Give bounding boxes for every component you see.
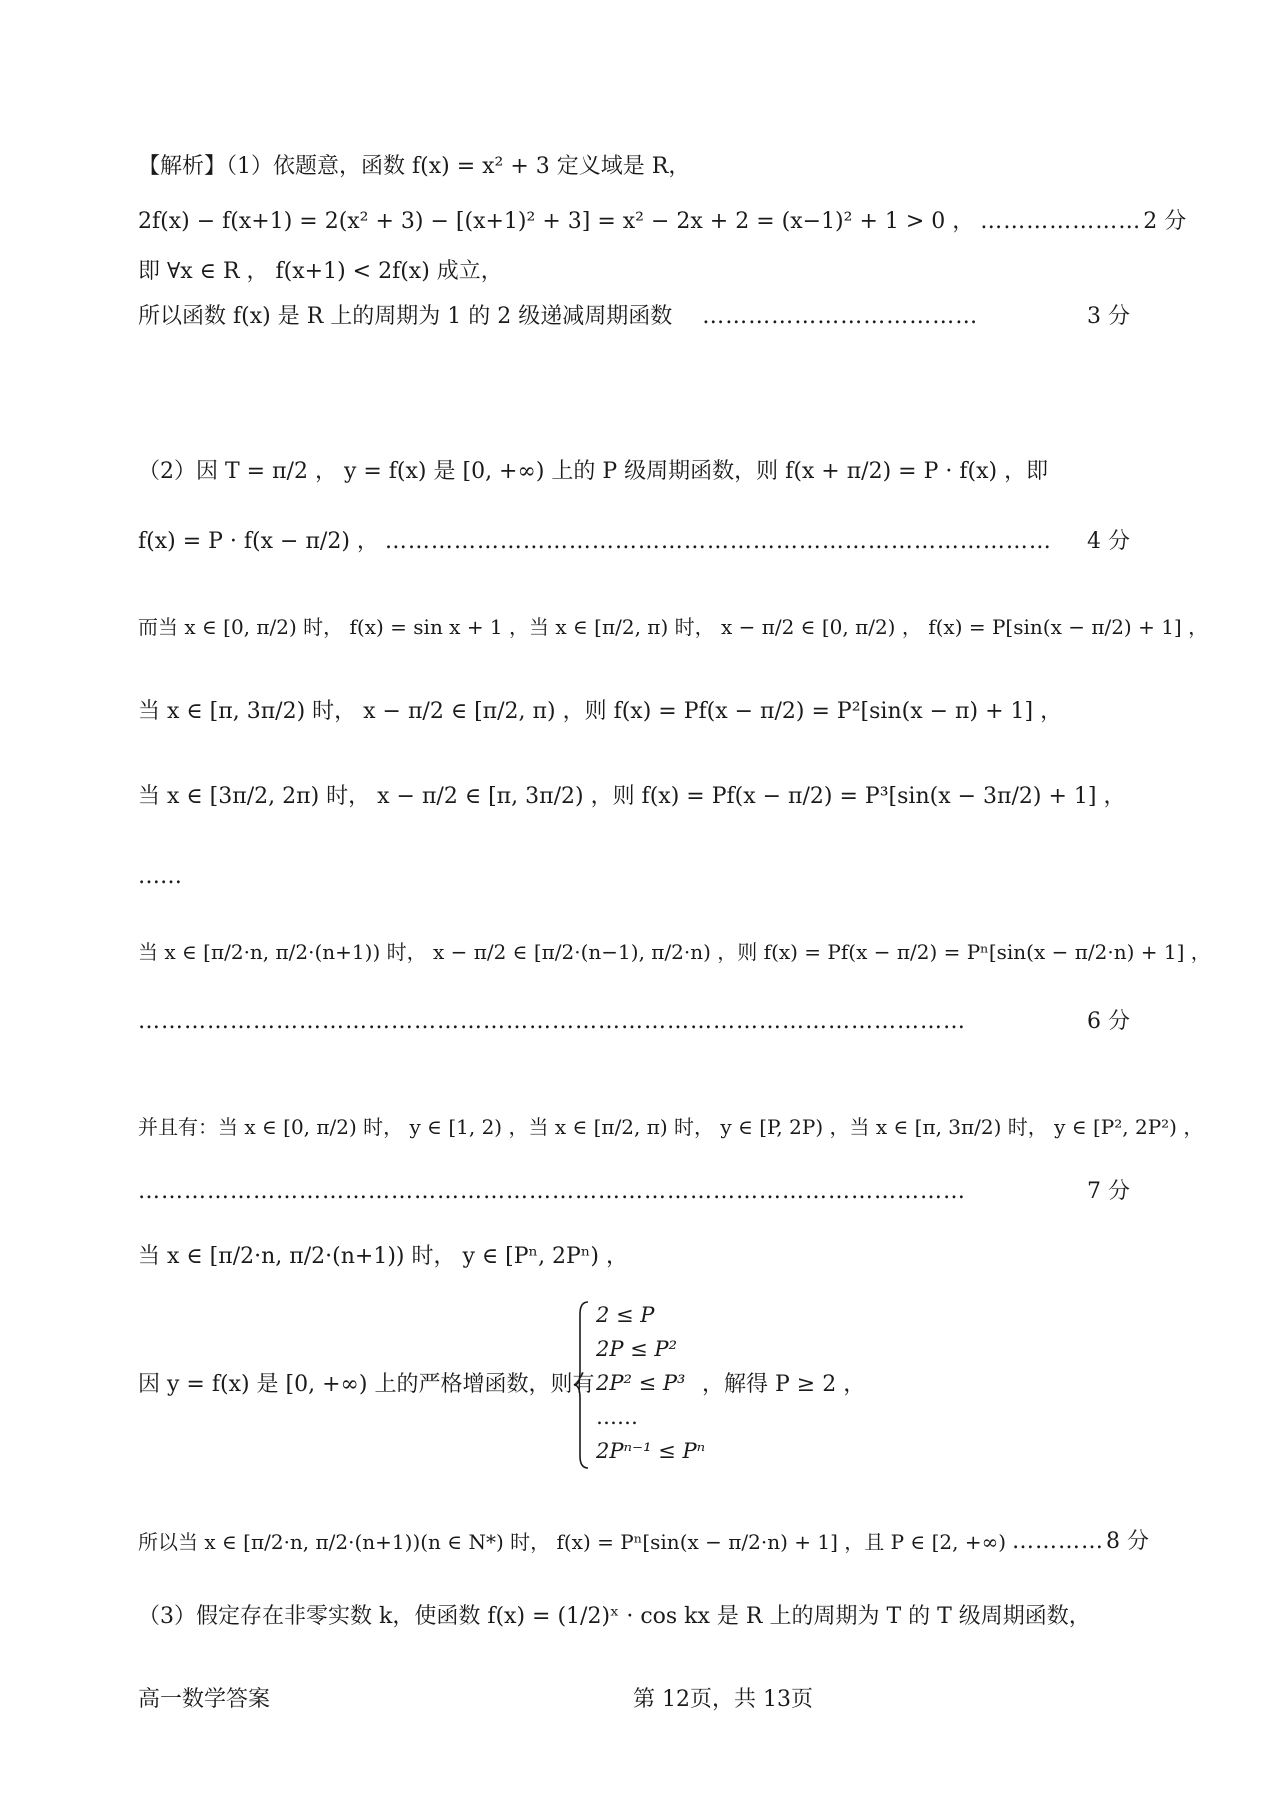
system-row-5: 2Pⁿ⁻¹ ≤ Pⁿ [596, 1439, 706, 1463]
leader-dots: ………… [1012, 1529, 1105, 1554]
line-text: 并且有：当 x ∈ [0, π/2) 时， y ∈ [1, 2) ，当 x ∈ [π/2, π) 时， y ∈ [P, 2P) ，当 x ∈ [π, 3π/2) 时， y ∈ [P², 2P²) ， [138, 1115, 1204, 1139]
leader-dots: ………………… [980, 209, 1142, 234]
line-text: 【解析】（1）依题意，函数 f(x) = x² + 3 定义域是 R， [138, 154, 691, 179]
left-brace-icon [572, 1300, 590, 1470]
line-text: 因 y = f(x) 是 [0, +∞) 上的严格增函数，则有 [138, 1372, 595, 1397]
leader-dots: ……………………………………………………………………………………………… [138, 1179, 966, 1204]
solution-part2-ranges [138, 1110, 1204, 1144]
solution-part2-increasing [138, 1368, 594, 1402]
line-text: 当 x ∈ [π, 3π/2) 时， x − π/2 ∈ [π/2, π) ，则 f(x) = Pf(x − π/2) = P²[sin(x − π) + 1] ， [138, 699, 1063, 724]
footer-title: 高一数学答案 [138, 1687, 271, 1712]
line-text: …… [138, 864, 182, 889]
line-text: 当 x ∈ [π/2·n, π/2·(n+1)) 时， y ∈ [Pⁿ, 2Pⁿ) ， [138, 1244, 628, 1269]
solution-part2-case2 [138, 695, 1130, 729]
line-text: 即 ∀x ∈ R ， f(x+1) < 2f(x) 成立， [138, 259, 503, 284]
score-mark: 6 分 [1087, 1009, 1130, 1034]
line-text: （2）因 T = π/2 ， y = f(x) 是 [0, +∞) 上的 P 级周期函数，则 f(x + π/2) = P · f(x) ，即 [138, 459, 1049, 484]
score-mark: 7 分 [1087, 1179, 1130, 1204]
solution-part2-recurrence [138, 525, 1130, 559]
leader-dots: ……………………………………………………………………………………………… [138, 1009, 966, 1034]
solution-part2-conclusion [138, 1525, 1150, 1559]
system-row-1: 2 ≤ P [596, 1303, 655, 1327]
solution-part1-forall [138, 255, 1130, 289]
solution-part1-conclusion [138, 300, 1130, 334]
leader-dots: …………………………………………………………………………… [384, 529, 1052, 554]
solution-part2-general-case [138, 935, 1211, 969]
line-text: 所以函数 f(x) 是 R 上的周期为 1 的 2 级递减周期函数 [138, 304, 673, 329]
line-text: 2f(x) − f(x+1) = 2(x² + 3) − [(x+1)² + 3] = x² − 2x + 2 = (x−1)² + 1 > 0 ， [138, 209, 975, 234]
score-line-7 [138, 1175, 1130, 1209]
solution-part3-intro [138, 1600, 1130, 1634]
solution-part1-intro [138, 150, 1130, 184]
solution-part1-inequality [138, 205, 1187, 239]
line-text: ，解得 P ≥ 2 ， [702, 1372, 866, 1397]
line-text: 当 x ∈ [3π/2, 2π) 时， x − π/2 ∈ [π, 3π/2) ，则 f(x) = Pf(x − π/2) = P³[sin(x − 3π/2) + 1] ， [138, 784, 1126, 809]
score-mark: 2 分 [1143, 209, 1187, 234]
system-row-2: 2P ≤ P² [596, 1337, 677, 1361]
score-mark: 3 分 [1087, 304, 1130, 329]
solution-part2-intro [138, 455, 1130, 489]
line-text: 而当 x ∈ [0, π/2) 时， f(x) = sin x + 1 ，当 x ∈ [π/2, π) 时， x − π/2 ∈ [0, π/2) ， f(x) = P[sin(x − π/2) + 1] ， [138, 615, 1209, 639]
line-text: 所以当 x ∈ [π/2·n, π/2·(n+1))(n ∈ N*) 时， f(x) = Pⁿ[sin(x − π/2·n) + 1] ，且 P ∈ [2, +∞) [138, 1530, 1007, 1554]
solution-part2-general-range [138, 1240, 1130, 1274]
page-number: 第 12页，共 13页 [633, 1687, 813, 1712]
solution-part2-solve [702, 1368, 1130, 1402]
line-text: f(x) = P · f(x − π/2) ， [138, 529, 379, 554]
leader-dots: ……………………………… [702, 304, 979, 329]
solution-part2-case3 [138, 780, 1130, 814]
line-text: 当 x ∈ [π/2·n, π/2·(n+1)) 时， x − π/2 ∈ [π/2·(n−1), π/2·n) ，则 f(x) = Pf(x − π/2) = Pⁿ[sin(x − π/2·n) + 1] ， [138, 940, 1211, 964]
score-mark: 8 分 [1106, 1529, 1150, 1554]
line-text: （3）假定存在非零实数 k，使函数 f(x) = (1/2)ˣ · cos kx 是 R 上的周期为 T 的 T 级周期函数， [138, 1604, 1091, 1629]
solution-part2-case1 [138, 610, 1209, 644]
system-row-3: 2P² ≤ P³ [596, 1371, 686, 1395]
system-row-4: …… [596, 1405, 638, 1429]
score-line-6 [138, 1005, 1130, 1039]
score-mark: 4 分 [1087, 529, 1130, 554]
ellipsis-line [138, 860, 1130, 894]
